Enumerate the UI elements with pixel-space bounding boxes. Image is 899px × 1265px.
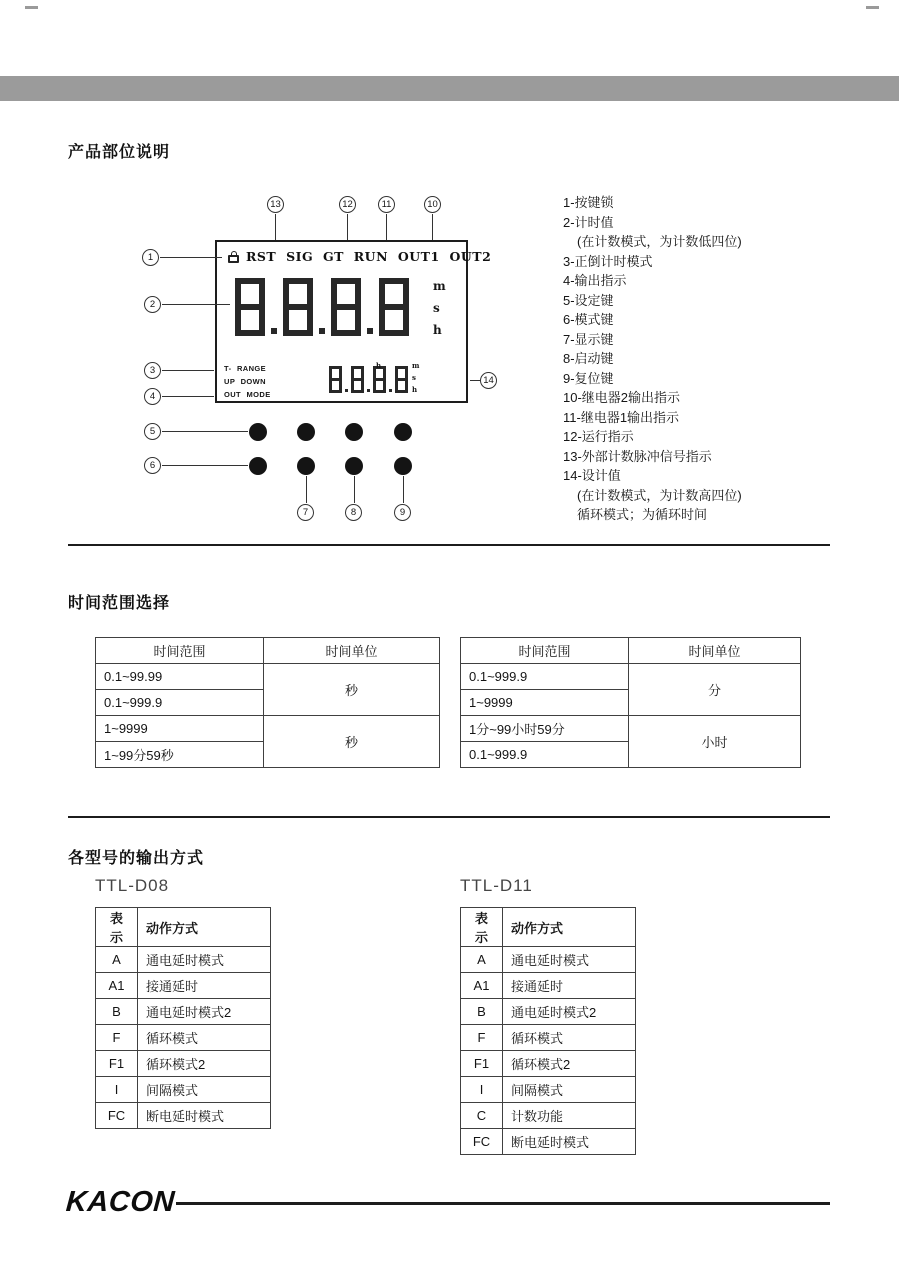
ttl-d11-table [460,907,636,1155]
mode-cell: 计数功能 [503,1103,636,1129]
time-range-table-2 [460,637,801,768]
start-key [345,457,363,475]
segment-digit-8 [373,366,386,393]
section-divider [68,816,830,818]
table-row [96,947,271,973]
decimal-point [367,328,373,334]
table-row [461,999,636,1025]
table-row [96,1025,271,1051]
code-cell: C [461,1103,503,1129]
header-cell: 时间单位 [264,638,440,664]
segment-digit-8 [331,278,361,336]
mode-key [249,457,267,475]
segment-digit-8 [379,278,409,336]
leader-line [162,396,214,397]
callout-9: 9 [394,504,411,521]
table-row [96,908,271,947]
reset-key [394,457,412,475]
callout-4: 4 [144,388,161,405]
table-row [461,664,801,690]
header-cell: 表示 [96,908,138,947]
mode-cell: 循环模式2 [503,1051,636,1077]
main-unit-letters [433,279,446,337]
mode-cell: 通电延时模式2 [138,999,271,1025]
section-title-parts: 产品部位说明 [68,144,171,161]
model-label-ttl-d08: TTL-D08 [95,876,170,895]
leader-line [403,476,404,503]
legend-line: 4-输出指示 [563,273,627,288]
legend-line: 11-继电器1输出指示 [563,409,680,425]
segment-digit-8 [235,278,265,336]
callout-14: 14 [480,372,497,389]
mode-cell: 接通延时 [503,973,636,999]
table-row [96,1077,271,1103]
set-key-4 [394,423,412,441]
callout-11: 11 [378,196,395,213]
header-cell: 动作方式 [138,908,271,947]
unit-cell: 小时 [629,716,801,768]
sub-digit-display [329,366,434,393]
sub-unit-mark-h2: h [412,385,418,394]
callout-13: 13 [267,196,284,213]
header-cell: 时间范围 [96,638,264,664]
leader-line [275,214,276,240]
mode-line-updown: UP DOWN [224,377,266,386]
range-cell: 1分~99小时59分 [461,716,629,742]
legend-line: 12-运行指示 [563,429,634,444]
crop-mark [866,6,879,9]
header-cell: 时间范围 [461,638,629,664]
legend-line: 13-外部计数脉冲信号指示 [563,448,712,464]
range-cell: 0.1~99.99 [96,664,264,690]
code-cell: FC [461,1129,503,1155]
table-row [96,664,440,690]
code-cell: F1 [96,1051,138,1077]
top-bar [0,76,899,101]
table-row [461,908,636,947]
time-range-table-1 [95,637,440,768]
leader-line [162,304,230,305]
legend-line: 9-复位键 [563,370,614,386]
code-cell: F1 [461,1051,503,1077]
table-row [96,1051,271,1077]
legend-line: 5-设定键 [563,292,614,308]
unit-cell: 秒 [264,716,440,768]
main-digit-display [235,278,409,336]
decimal-point [319,328,325,334]
callout-10: 10 [424,196,441,213]
table-row [461,973,636,999]
decimal-point [271,328,277,334]
footer-rule [176,1202,830,1205]
unit-s-label: s [433,301,440,315]
set-key-2 [297,423,315,441]
table-row [461,947,636,973]
table-row [96,973,271,999]
mode-line-range: T- RANGE [224,364,267,373]
section-divider [68,544,830,546]
decimal-point [345,389,348,392]
sub-unit-mark-m: m [412,361,420,370]
table-row [96,999,271,1025]
mode-line-outmode: OUT MODE [224,390,271,399]
unit-cell: 秒 [264,664,440,716]
mode-cell: 断电延时模式 [503,1129,636,1155]
display-key [297,457,315,475]
ttl-d08-table [95,907,271,1129]
segment-digit-8 [395,366,408,393]
legend-line: 1-按键锁 [563,195,614,210]
mode-cell: 接通延时 [138,973,271,999]
code-cell: I [96,1077,138,1103]
display-status-labels: RST SIG GT RUN OUT1 OUT2 [246,249,492,264]
table-row [96,716,440,742]
legend-line: 6-模式键 [563,312,614,327]
mode-cell: 通电延时模式 [503,947,636,973]
table-row [461,1103,636,1129]
decimal-point [367,389,370,392]
mode-cell: 循环模式2 [138,1051,271,1077]
legend-line: 10-继电器2输出指示 [563,390,681,405]
code-cell: I [461,1077,503,1103]
header-cell: 时间单位 [629,638,801,664]
header-cell: 动作方式 [503,908,636,947]
leader-line [354,476,355,503]
table-row [96,638,440,664]
callout-1: 1 [142,249,159,266]
header-cell: 表示 [461,908,503,947]
range-cell: 1~9999 [96,716,264,742]
set-key-1 [249,423,267,441]
leader-line [386,214,387,240]
leader-line [162,465,248,466]
leader-line [162,370,214,371]
callout-2: 2 [144,296,161,313]
range-cell: 1~9999 [461,690,629,716]
kacon-logo: KACON [64,1186,176,1218]
sub-display [329,361,434,396]
legend-line: (在计数模式，为计数低四位) [577,234,742,249]
legend-line: 7-显示键 [563,331,614,347]
table-row [461,1051,636,1077]
code-cell: A [461,947,503,973]
decimal-point [389,389,392,392]
set-key-3 [345,423,363,441]
mode-cell: 间隔模式 [503,1077,636,1103]
code-cell: FC [96,1103,138,1129]
table-row [461,716,801,742]
sub-unit-mark-s: s [412,373,416,382]
range-cell: 0.1~999.9 [96,690,264,716]
mode-cell: 循环模式 [503,1025,636,1051]
callout-7: 7 [297,504,314,521]
leader-line [160,257,222,258]
unit-h-label: h [433,323,442,337]
mode-cell: 断电延时模式 [138,1103,271,1129]
section-title-time-range: 时间范围选择 [68,595,171,612]
mode-cell: 通电延时模式2 [503,999,636,1025]
legend-line: 3-正倒计时模式 [563,253,653,269]
table-row [461,1077,636,1103]
callout-12: 12 [339,196,356,213]
code-cell: F [96,1025,138,1051]
lock-icon [228,255,239,263]
legend-line: 2-计时值 [563,214,614,230]
table-row [96,1103,271,1129]
leader-line [347,214,348,240]
code-cell: A1 [96,973,138,999]
sub-unit-mark-h: h [376,361,382,370]
range-cell: 0.1~999.9 [461,664,629,690]
code-cell: B [461,999,503,1025]
code-cell: A1 [461,973,503,999]
mode-cell: 间隔模式 [138,1077,271,1103]
code-cell: A [96,947,138,973]
callout-6: 6 [144,457,161,474]
crop-mark [25,6,38,9]
segment-digit-8 [329,366,342,393]
section-title-output-modes: 各型号的输出方式 [68,850,205,867]
table-row [461,1129,636,1155]
code-cell: B [96,999,138,1025]
leader-line [306,476,307,503]
unit-cell: 分 [629,664,801,716]
segment-digit-8 [351,366,364,393]
mode-cell: 通电延时模式 [138,947,271,973]
legend-line: 14-设计值 [563,468,621,483]
mode-indicator-labels [224,362,271,401]
callout-8: 8 [345,504,362,521]
model-label-ttl-d11: TTL-D11 [460,876,533,895]
leader-line [470,380,480,381]
segment-digit-8 [283,278,313,336]
parts-legend [563,193,853,525]
legend-line: 8-启动键 [563,351,614,366]
leader-line [432,214,433,240]
mode-cell: 循环模式 [138,1025,271,1051]
callout-5: 5 [144,423,161,440]
unit-m-label: m [433,279,446,293]
range-cell: 0.1~999.9 [461,742,629,768]
legend-line: (在计数模式，为计数高四位) [577,487,742,503]
table-row [461,1025,636,1051]
leader-line [162,431,248,432]
range-cell: 1~99分59秒 [96,742,264,768]
legend-line: 循环模式；为循环时间 [577,507,708,522]
callout-3: 3 [144,362,161,379]
code-cell: F [461,1025,503,1051]
table-row [461,638,801,664]
